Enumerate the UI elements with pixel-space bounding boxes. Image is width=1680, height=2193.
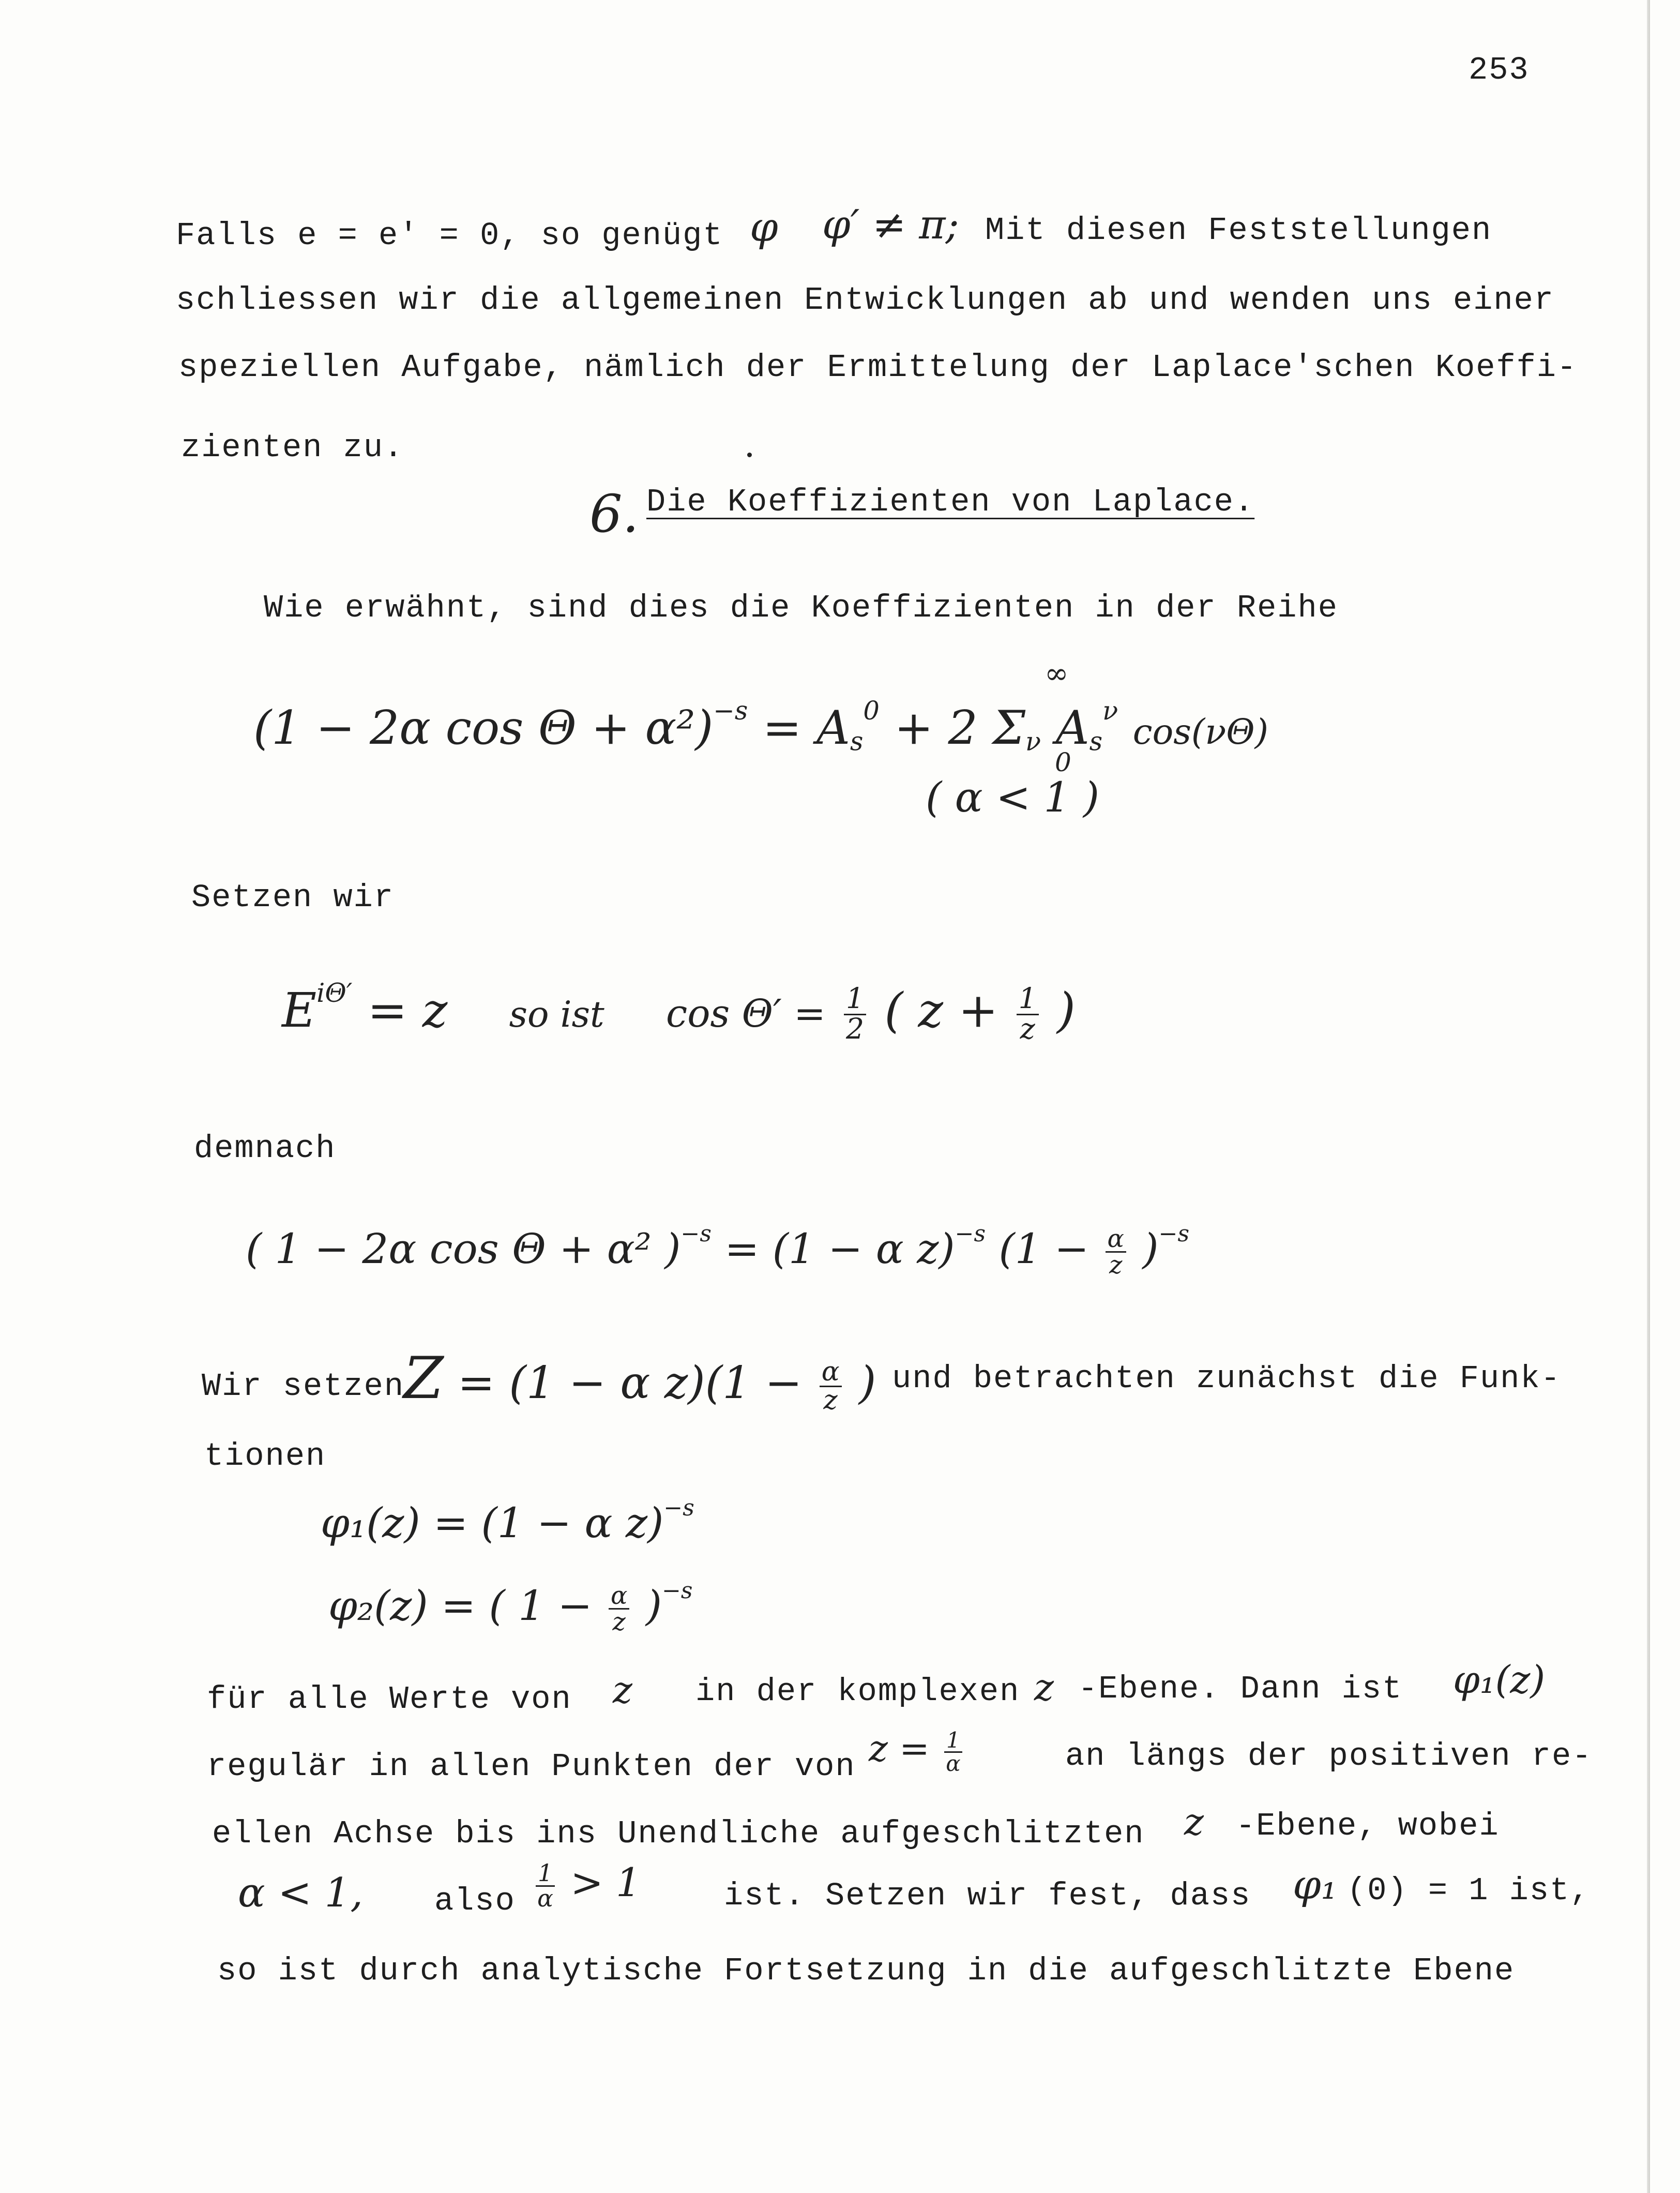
series-rhs-a: = A — [762, 701, 850, 756]
p1-line3: speziellen Aufgabe, nämlich der Ermittelung der Laplace'schen Koeffi- — [178, 349, 1578, 386]
euler-formula — [282, 978, 1076, 1044]
sum-lower-limit: 0 — [1055, 747, 1071, 777]
fraction-one-over-z — [1017, 982, 1039, 1046]
product-formula — [246, 1221, 1189, 1278]
series-rhs-c: A — [1055, 701, 1089, 756]
series-sum-index: ν — [1025, 726, 1041, 757]
p4-line2-b: an längs der positiven re- — [1065, 1738, 1593, 1775]
p4-line2-a: regulär in allen Punkten der von — [207, 1748, 856, 1785]
series-sup-nu: ν — [1102, 696, 1118, 726]
fraction-one-over-alpha-2 — [536, 1861, 555, 1910]
dem-lhs-exp: −s — [680, 1221, 712, 1247]
z-denominator-3: z — [612, 1608, 626, 1637]
p4-line1-a: für alle Werte von — [207, 1681, 572, 1718]
z-denominator: z — [1020, 1012, 1035, 1046]
phi1-exp: −s — [663, 1495, 694, 1521]
one-numerator-3: 1 — [536, 1861, 555, 1887]
z-denominator-2: z — [823, 1385, 838, 1416]
p4-line3-b: -Ebene, wobei — [1236, 1808, 1500, 1844]
fraction-alpha-over-z-1 — [1106, 1226, 1126, 1278]
series-rhs-d: cos(νΘ) — [1132, 711, 1268, 753]
one-over-alpha-gt-1 — [533, 1859, 641, 1910]
alpha-denominator-2: α — [537, 1884, 553, 1912]
dem-close: ) — [1142, 1224, 1159, 1273]
p3-line1-a: Wir setzen — [202, 1368, 405, 1405]
dem-eq: = (1 − α z) — [724, 1224, 955, 1273]
alpha-denominator-1: α — [946, 1750, 961, 1776]
sum-upper-limit: ∞ — [1045, 657, 1069, 690]
hw-z-2: z — [1034, 1665, 1054, 1709]
phi2-definition — [328, 1578, 693, 1637]
demnach: demnach — [194, 1130, 336, 1167]
p2-line1: Wie erwähnt, sind dies die Koeffizienten in der Reihe — [264, 590, 1338, 626]
phi2-def: φ₂(z) = ( 1 − — [328, 1581, 593, 1630]
alpha-numerator-2: α — [820, 1359, 842, 1387]
series-sub-s1: s — [850, 726, 864, 757]
hw-z-3: z — [1184, 1800, 1204, 1843]
p4-line4-c: (0) = 1 ist, — [1347, 1872, 1591, 1909]
alpha-numerator-1: α — [1106, 1226, 1126, 1253]
gt1: > 1 — [570, 1859, 641, 1905]
euler-cos: cos Θ′ = — [665, 992, 826, 1037]
fraction-alpha-over-z-2 — [820, 1356, 842, 1416]
series-condition: ( α < 1 ) — [926, 773, 1100, 821]
one-numerator-2: 1 — [944, 1730, 962, 1753]
half-numerator: 1 — [844, 985, 866, 1015]
euler-close: ) — [1056, 983, 1076, 1039]
section-title: Die Koeffizienten von Laplace. — [646, 484, 1255, 520]
series-rhs-b: + 2 Σ — [894, 701, 1025, 756]
page-edge — [1647, 0, 1650, 2193]
Z-def: = (1 − α z)(1 − — [458, 1357, 803, 1409]
hw-phi: φ — [750, 204, 778, 251]
setzen-wir: Setzen wir — [191, 879, 395, 916]
stray-dot — [747, 453, 752, 457]
euler-exp: iΘ′ — [316, 978, 353, 1008]
series-formula — [253, 696, 1268, 756]
one-numerator: 1 — [1017, 985, 1039, 1015]
z-equals-one-over-alpha — [869, 1728, 965, 1775]
hw-alpha-lt-1: α < 1, — [238, 1870, 364, 1916]
fraction-one-over-alpha-1 — [944, 1727, 962, 1776]
Z-definition — [403, 1345, 876, 1414]
hw-phi-prime-neq-pi: φ′ ≠ π; — [822, 202, 959, 248]
hw-phi1-z: φ₁(z) — [1453, 1658, 1546, 1702]
big-Z: Z — [403, 1345, 444, 1412]
series-sup-0: 0 — [863, 696, 880, 726]
p4-line1-b: in der komplexen — [695, 1673, 1020, 1710]
phi1-definition — [321, 1495, 694, 1547]
fraction-one-half — [844, 982, 866, 1046]
euler-E: E — [282, 983, 317, 1039]
euler-z: = z — [367, 983, 448, 1039]
series-lhs-exp: −s — [713, 696, 748, 726]
p4-line1-c: -Ebene. Dann ist — [1078, 1671, 1403, 1707]
dem-paren: (1 − — [998, 1224, 1089, 1273]
p1-line1-b: Mit diesen Feststellungen — [985, 212, 1492, 249]
phi2-exp: −s — [662, 1578, 693, 1604]
dem-exp3: −s — [1158, 1221, 1190, 1247]
hw-z-1: z — [613, 1668, 632, 1711]
half-denominator: 2 — [846, 1012, 865, 1046]
dem-lhs: ( 1 − 2α cos Θ + α² ) — [246, 1224, 681, 1273]
phi1-def: φ₁(z) = (1 − α z) — [321, 1498, 664, 1547]
fraction-alpha-over-z-3 — [609, 1581, 629, 1637]
euler-paren: ( z + — [884, 983, 998, 1039]
section-number: 6. — [589, 484, 639, 544]
p1-line4: zienten zu. — [181, 429, 404, 466]
series-lhs: (1 − 2α cos Θ + α²) — [253, 701, 714, 756]
series-sub-s2: s — [1089, 726, 1103, 757]
hw-phi1: φ₁ — [1293, 1862, 1337, 1909]
z-eq: z = — [869, 1728, 930, 1770]
p4-line5: so ist durch analytische Fortsetzung in die aufgeschlitzte Ebene — [217, 1952, 1515, 1989]
p1-line1-a: Falls e = e' = 0, so genügt — [176, 217, 723, 254]
dem-exp2: −s — [955, 1221, 986, 1247]
Z-close: ) — [858, 1357, 876, 1409]
p4-line4-b: ist. Setzen wir fest, dass — [724, 1877, 1251, 1914]
page-number: 253 — [1469, 52, 1530, 88]
p4-line3-a: ellen Achse bis ins Unendliche aufgeschlitzten — [212, 1815, 1145, 1852]
phi2-close: ) — [645, 1581, 662, 1630]
p4-line4-a: also — [434, 1883, 516, 1919]
p1-line2: schliessen wir die allgemeinen Entwicklungen ab und wenden uns einer — [176, 282, 1555, 319]
p3-line2: tionen — [204, 1438, 326, 1475]
euler-so-ist: so ist — [509, 994, 604, 1036]
p3-line1-b: und betrachten zunächst die Funk- — [892, 1360, 1561, 1397]
alpha-numerator-3: α — [609, 1583, 629, 1610]
z-denominator-1: z — [1109, 1251, 1123, 1280]
